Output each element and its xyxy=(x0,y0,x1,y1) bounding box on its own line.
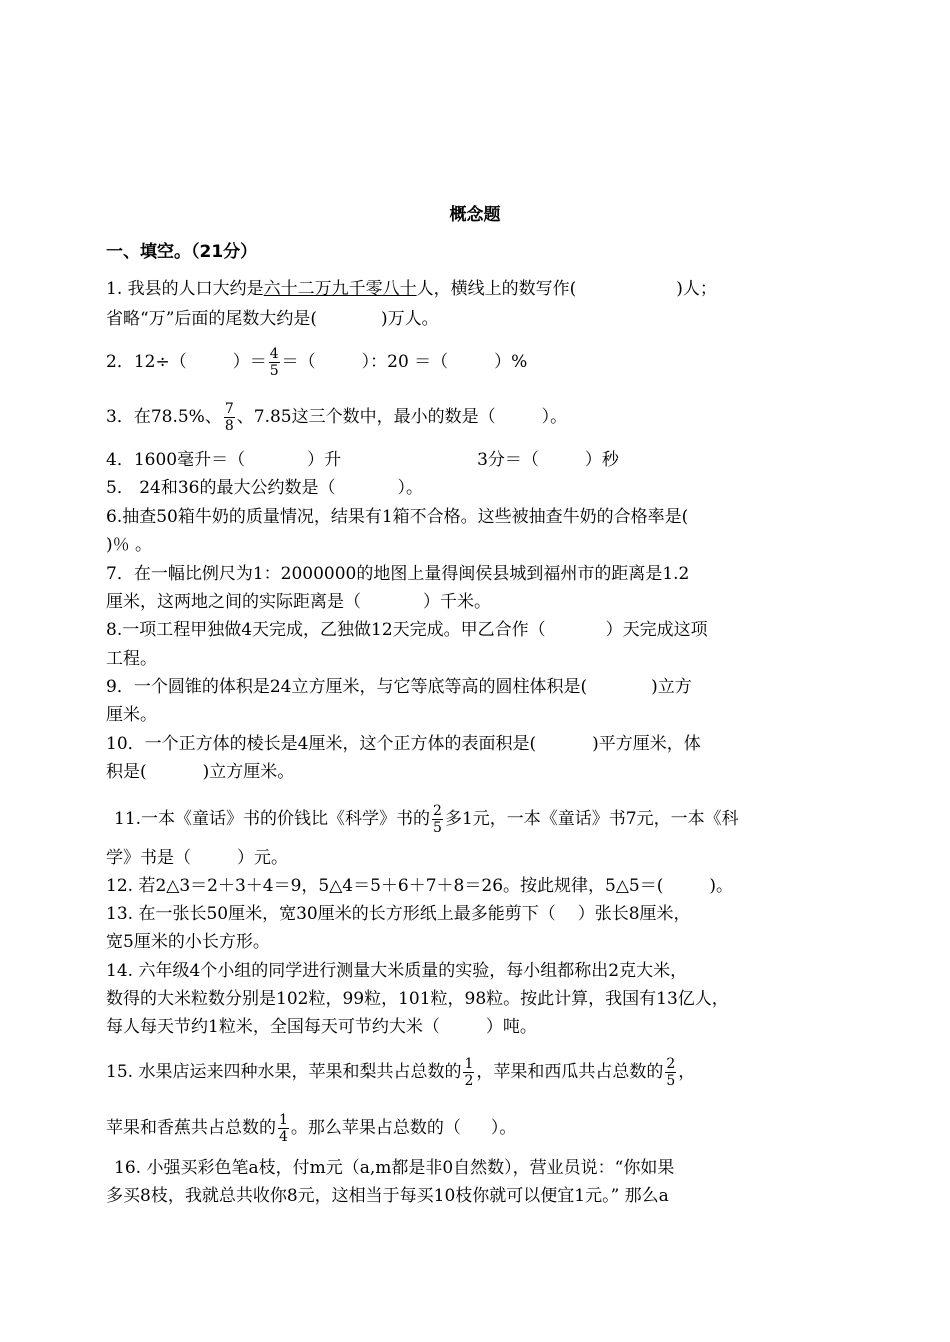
question-14-line-3: 每人每天节约1粒米，全国每天可节约大米（ ）吨。 xyxy=(106,1017,537,1037)
question-11-line-2: 学》书是（ ）元。 xyxy=(106,848,288,868)
question-1-line-2: 省略“万”后面的尾数大约是( )万人。 xyxy=(106,309,439,329)
question-13-line-2: 宽5厘米的小长方形。 xyxy=(106,932,270,952)
question-10-line-1: 10．一个正方体的棱长是4厘米，这个正方体的表面积是( )平方厘米，体 xyxy=(106,734,701,754)
fraction-4-5: $\frac{4}{5}$ xyxy=(269,346,279,379)
fraction-2-5-b: $\frac{2}{5}$ xyxy=(666,1056,676,1089)
page-title: 概念题 xyxy=(449,205,501,225)
fraction-1-2: $\frac{1}{2}$ xyxy=(464,1056,474,1089)
question-11-line-1: 11.一本《童话》书的价钱比《科学》书的 $\frac{2}{5}$ 多1元，一本《童话》书7元，一本《科 xyxy=(114,803,739,836)
question-9-line-2: 厘米。 xyxy=(106,705,157,725)
question-7-line-2: 厘米，这两地之间的实际距离是（ ）千米。 xyxy=(106,592,491,612)
question-12: 12. 若2△3＝2＋3＋4＝9，5△4＝5＋6＋7＋8＝26。按此规律，5△5＝( )。 xyxy=(106,876,733,896)
question-3: 3．在78.5%、 $\frac{7}{8}$ 、7.85这三个数中，最小的数是（ ）。 xyxy=(106,401,568,434)
question-6-line-2: )％ 。 xyxy=(106,535,153,555)
question-7-line-1: 7．在一幅比例尺为1：2000000的地图上量得闽侯县城到福州市的距离是1.2 xyxy=(106,564,690,584)
question-10-line-2: 积是( )立方厘米。 xyxy=(106,762,295,782)
underlined-number-words: 六十二万九千零八十 xyxy=(263,279,417,299)
section-heading: 一、填空。（21分） xyxy=(106,242,258,262)
question-16-line-1: 16. 小强买彩色笔a枝，付m元（a,m都是非0自然数），营业员说：“你如果 xyxy=(114,1158,675,1178)
question-4: 4．1600毫升＝（ ）升 3分＝（ ）秒 xyxy=(106,450,619,470)
fraction-7-8: $\frac{7}{8}$ xyxy=(224,401,234,434)
question-2: 2．12÷（ ）＝ $\frac{4}{5}$ ＝（ ）：20 ＝（ ）% xyxy=(106,346,528,379)
question-14-line-1: 14. 六年级4个小组的同学进行测量大米质量的实验，每小组都称出2克大米， xyxy=(106,961,688,981)
fraction-1-4: $\frac{1}{4}$ xyxy=(279,1112,288,1145)
question-13-line-1: 13. 在一张长50厘米，宽30厘米的长方形纸上最多能剪下（ ）张长8厘米， xyxy=(106,904,691,924)
question-16-line-2: 多买8枝，我就总共收你8元，这相当于每买10枝你就可以便宜1元。” 那么a xyxy=(106,1186,669,1206)
question-5: 5． 24和36的最大公约数是（ ）。 xyxy=(106,478,423,498)
fraction-2-5: $\frac{2}{5}$ xyxy=(433,803,442,836)
question-15-line-1: 15. 水果店运来四种水果，苹果和梨共占总数的 $\frac{1}{2}$ ，苹果和西瓜共占总数的 $\frac{2}{5}$ ， xyxy=(106,1056,696,1089)
question-8-line-2: 工程。 xyxy=(106,649,157,669)
question-1-line-1: 1. 我县的人口大约是六十二万九千零八十人，横线上的数写作( )人； xyxy=(106,279,717,299)
question-6-line-1: 6.抽查50箱牛奶的质量情况，结果有1箱不合格。这些被抽查牛奶的合格率是( xyxy=(106,507,689,527)
question-14-line-2: 数得的大米粒数分别是102粒，99粒，101粒，98粒。按此计算，我国有13亿人， xyxy=(106,989,729,1009)
question-8-line-1: 8.一项工程甲独做4天完成，乙独做12天完成。甲乙合作（ ）天完成这项 xyxy=(106,620,708,640)
question-9-line-1: 9．一个圆锥的体积是24立方厘米，与它等底等高的圆柱体积是( )立方 xyxy=(106,677,692,697)
question-15-line-2: 苹果和香蕉共占总数的 $\frac{1}{4}$ 。那么苹果占总数的（ ）。 xyxy=(106,1112,517,1145)
